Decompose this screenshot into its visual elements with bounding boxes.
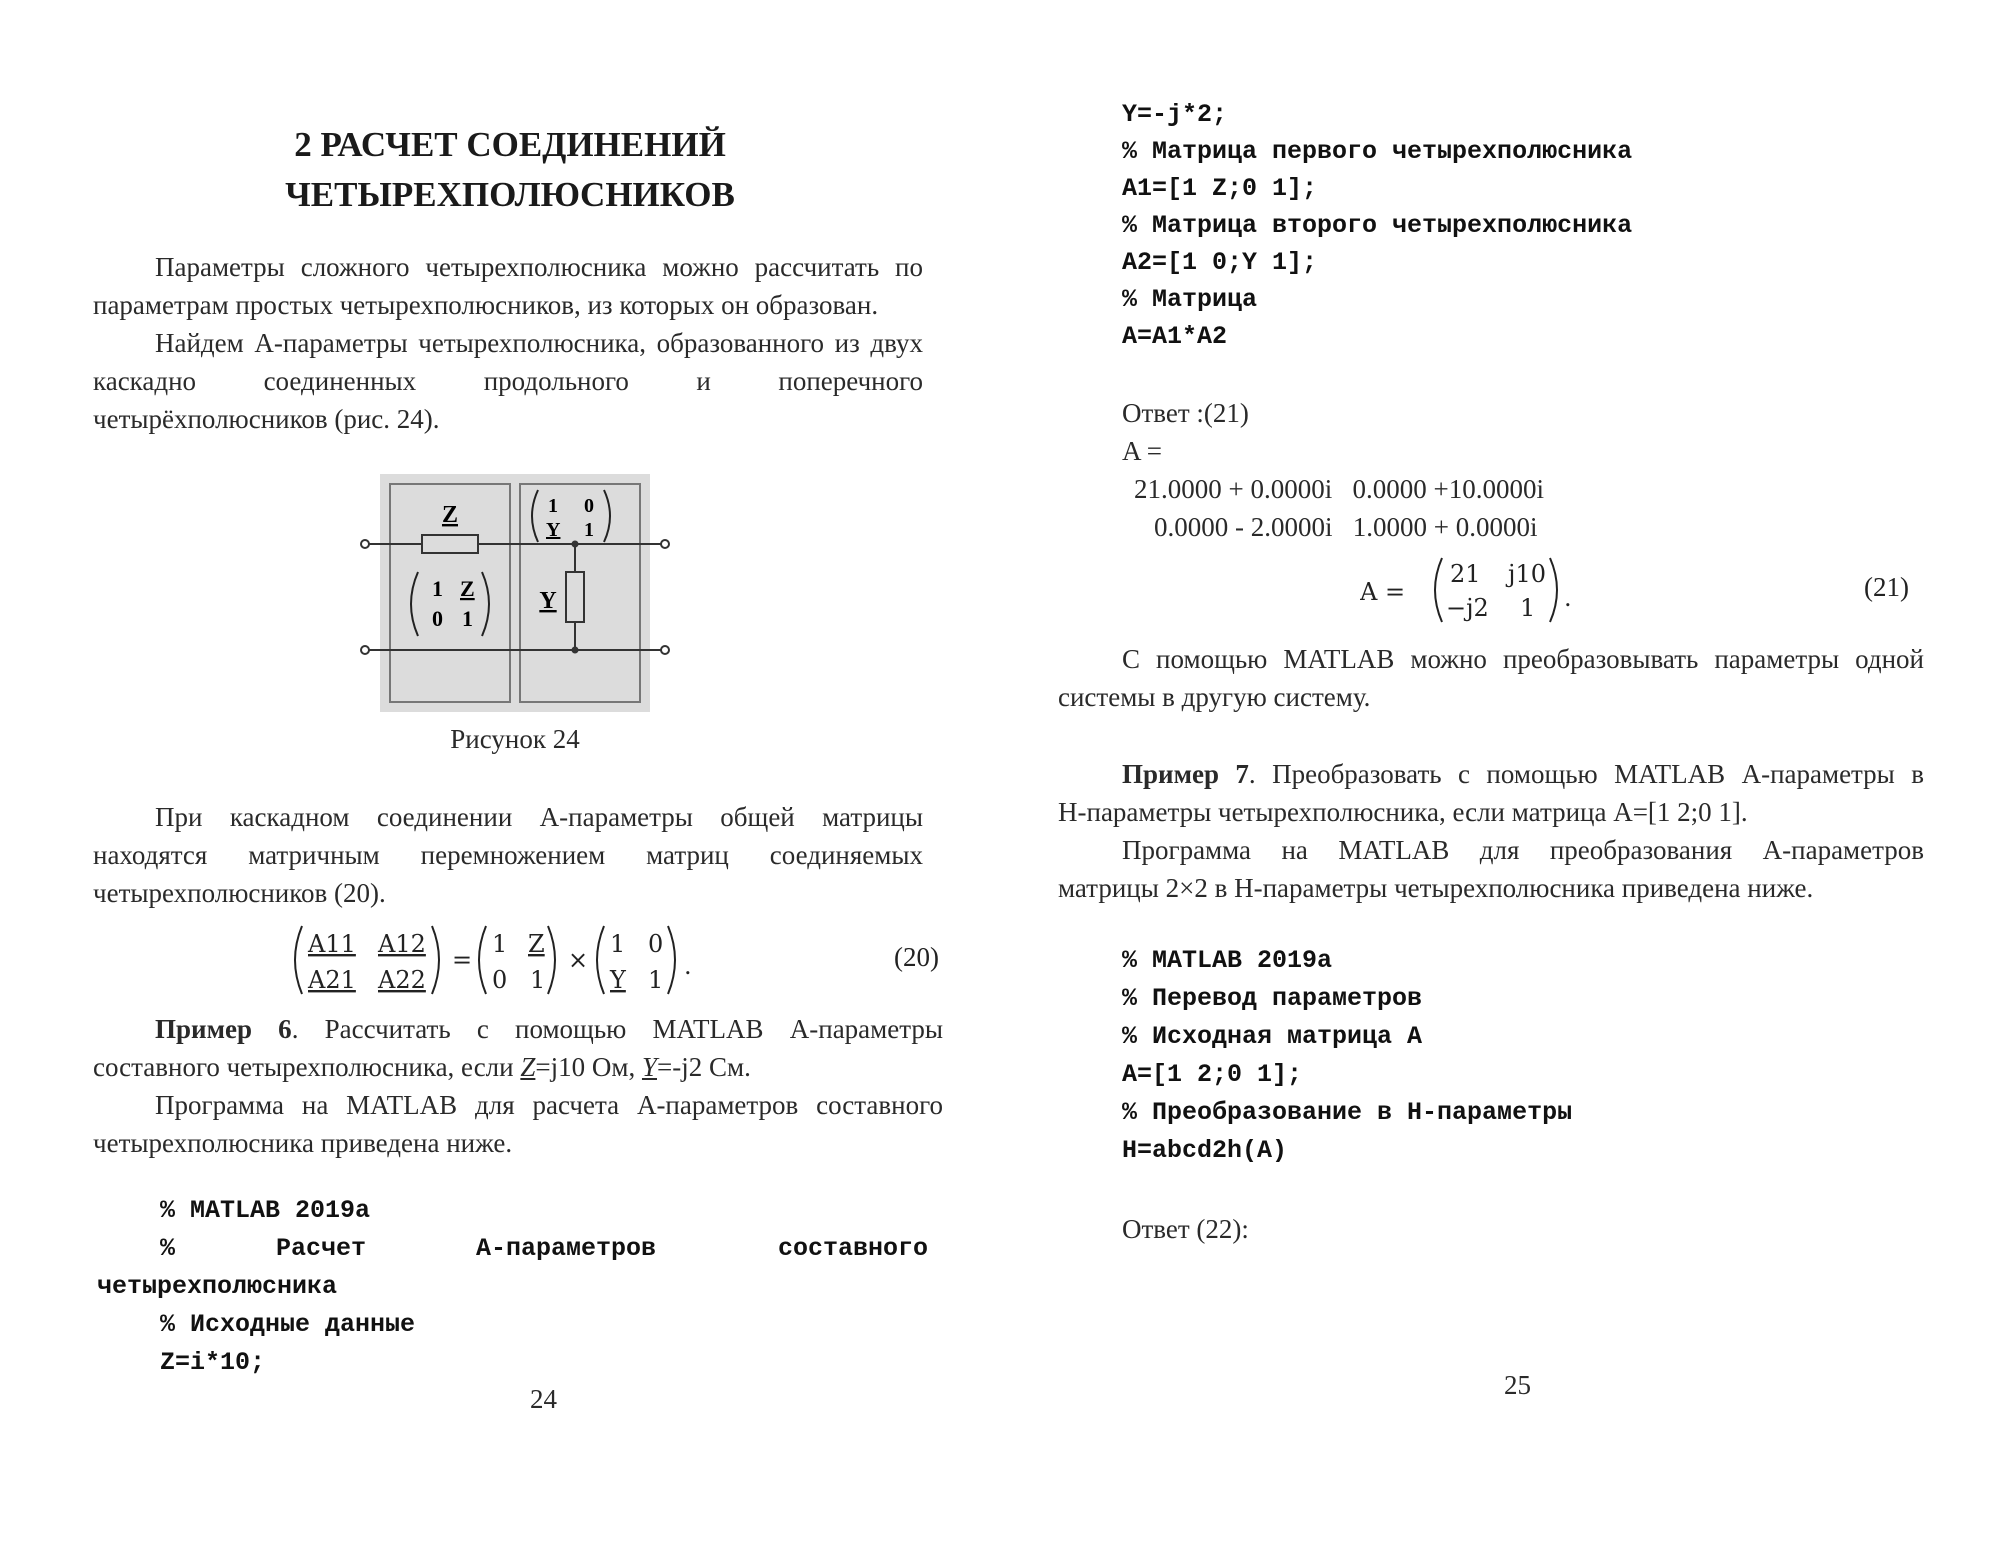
figure-24-caption: Рисунок 24 [450, 724, 580, 754]
eq20-times: × [568, 946, 589, 974]
example6-text1: . Рассчитать с помощью MATLAB А-параметры [291, 1014, 944, 1044]
eq20-a21: A21 [308, 966, 356, 994]
left-code-line5: Z=i*10; [160, 1348, 266, 1377]
left-code-line2b: Расчет [276, 1234, 367, 1263]
right-para1-line1: С помощью MATLAB можно преобразовывать параметры одной [1122, 644, 1924, 674]
right-code2-line2: % Перевод параметров [1122, 984, 1423, 1013]
answer-a-equals: A = [1122, 436, 1162, 466]
eq20-a11: A11 [308, 930, 356, 958]
right-para2-line2: матрицы 2×2 в Н-параметры четырехполюсника приведена ниже. [1058, 873, 1814, 903]
right-code2-line1: % MATLAB 2019a [1122, 946, 1333, 975]
answer-22-label: Ответ (22): [1122, 1214, 1249, 1244]
right-code2-line4: A=[1 2;0 1]; [1122, 1060, 1303, 1089]
eq20-a12: A12 [378, 930, 426, 958]
equation-20 [290, 920, 950, 1000]
right-code-block-2 [1122, 942, 1572, 1170]
left-para2-line3: четырёхполюсников (рис. 24). [93, 404, 440, 434]
left-para4-line1: Программа на MATLAB для расчета А-параметров составного [155, 1090, 943, 1120]
figure-24-circuit [360, 474, 680, 712]
left-para3-line2: находятся матричным перемножением матриц соединяемых [93, 840, 923, 870]
left-code-line2c: А-параметров [476, 1234, 657, 1263]
example7-label: Пример 7 [1122, 759, 1249, 789]
right-code1-line3: A1=[1 Z;0 1]; [1122, 174, 1318, 203]
right-code2-line6: H=abcd2h(A) [1122, 1136, 1288, 1165]
eq21-m-b: j10 [1508, 560, 1546, 588]
eq20-m2-a: 1 [610, 930, 626, 958]
left-code-line1: % MATLAB 2019a [160, 1196, 371, 1225]
output-row-1: 21.0000 + 0.0000i 0.0000 +10.0000i [1134, 474, 1544, 504]
right-page [1000, 0, 2000, 1548]
eq21-m-a: 21 [1450, 560, 1481, 588]
fig-m1-a: 1 [432, 576, 443, 601]
right-code-block-1 [1122, 96, 1632, 355]
example7-line1 [1058, 755, 1924, 793]
right-code2-line3: % Исходная матрица A [1122, 1022, 1423, 1051]
eq20-number: (20) [894, 942, 939, 972]
right-code1-line6: % Матрица [1122, 285, 1258, 314]
right-code1-line5: A2=[1 0;Y 1]; [1122, 248, 1318, 277]
example6-line1 [93, 1010, 943, 1048]
eq21-period: . [1564, 584, 1572, 612]
answer-21-label: Ответ :(21) [1122, 398, 1249, 428]
left-para4-line2: четырехполюсника приведена ниже. [93, 1128, 513, 1158]
page-number-24: 24 [530, 1384, 557, 1414]
example6-text2b: =j10 Ом, [535, 1052, 642, 1082]
chapter-heading [90, 120, 930, 220]
example6-y: Y [641, 1052, 657, 1082]
eq20-m2-b: 0 [648, 930, 664, 958]
left-para1-line1: Параметры сложного четырехполюсника можно рассчитать по [155, 252, 923, 282]
eq20-m1-c: 0 [492, 966, 508, 994]
example6-label: Пример 6 [155, 1014, 292, 1044]
left-para2-line1: Найдем А-параметры четырехполюсника, образованного из двух [155, 328, 923, 358]
right-para2-line1: Программа на MATLAB для преобразования А-параметров [1122, 835, 1924, 865]
output-row-2: 0.0000 - 2.0000i 1.0000 + 0.0000i [1154, 512, 1538, 542]
example6-z: Z [520, 1052, 536, 1082]
example7-line2: Н-параметры четырехполюсника, если матрица А=[1 2;0 1]. [1058, 797, 1748, 827]
example6-text2a: составного четырехполюсника, если [93, 1052, 521, 1082]
example6-line2 [93, 1048, 943, 1086]
fig-m2-b: 0 [584, 495, 594, 517]
eq21-m-d: 1 [1520, 594, 1536, 622]
eq21-m-c: −j2 [1446, 594, 1489, 622]
eq20-period: . [684, 952, 692, 980]
figure-label-z: Z [441, 502, 459, 528]
left-code-line2d: составного [778, 1234, 929, 1263]
equation-21 [1360, 552, 1920, 628]
chapter-heading-line1: 2 РАСЧЕТ СОЕДИНЕНИЙ [294, 125, 726, 164]
left-para1-line2: параметрам простых четырехполюсников, из которых он образован. [93, 290, 879, 320]
eq20-m2-d: 1 [648, 966, 664, 994]
eq20-a22: A22 [378, 966, 426, 994]
left-para3-line3: четырехполюсников (20). [93, 878, 386, 908]
left-code-line3: четырехполюсника [97, 1272, 338, 1301]
left-para2-line2: каскадно соединенных продольного и поперечного [93, 366, 923, 396]
right-code1-line4: % Матрица второго четырехполюсника [1122, 211, 1633, 240]
page-number-25: 25 [1504, 1370, 1531, 1400]
right-code1-line1: Y=-j*2; [1122, 100, 1228, 129]
fig-m1-b: Z [460, 576, 475, 601]
fig-m1-c: 0 [432, 606, 443, 631]
eq20-m1-d: 1 [530, 966, 546, 994]
right-code1-line2: % Матрица первого четырехполюсника [1122, 137, 1633, 166]
fig-m2-d: 1 [584, 519, 594, 541]
example7-text1: . Преобразовать с помощью MATLAB А-параметры в [1248, 759, 1924, 789]
eq21-number: (21) [1864, 572, 1909, 602]
eq21-lhs: A = [1360, 578, 1406, 606]
fig-m2-c: Y [546, 519, 561, 541]
fig-m1-d: 1 [462, 606, 473, 631]
left-para3-line1: При каскадном соединении А-параметры общей матрицы [155, 802, 923, 832]
right-code1-line7: A=A1*A2 [1122, 322, 1228, 351]
example6-text2c: =-j2 См. [657, 1052, 751, 1082]
eq20-m1-b: Z [528, 930, 545, 958]
chapter-heading-line2: ЧЕТЫРЕХПОЛЮСНИКОВ [285, 175, 735, 214]
figure-label-y: Y [539, 588, 557, 614]
eq20-m1-a: 1 [492, 930, 508, 958]
right-para1-line2: системы в другую систему. [1058, 682, 1371, 712]
right-code2-line5: % Преобразование в H-параметры [1122, 1098, 1573, 1127]
eq20-equals: = [452, 946, 473, 974]
eq20-m2-c: Y [610, 966, 626, 994]
left-code-line4: % Исходные данные [160, 1310, 416, 1339]
left-code-line2a: % [160, 1234, 176, 1263]
fig-m2-a: 1 [548, 495, 558, 517]
